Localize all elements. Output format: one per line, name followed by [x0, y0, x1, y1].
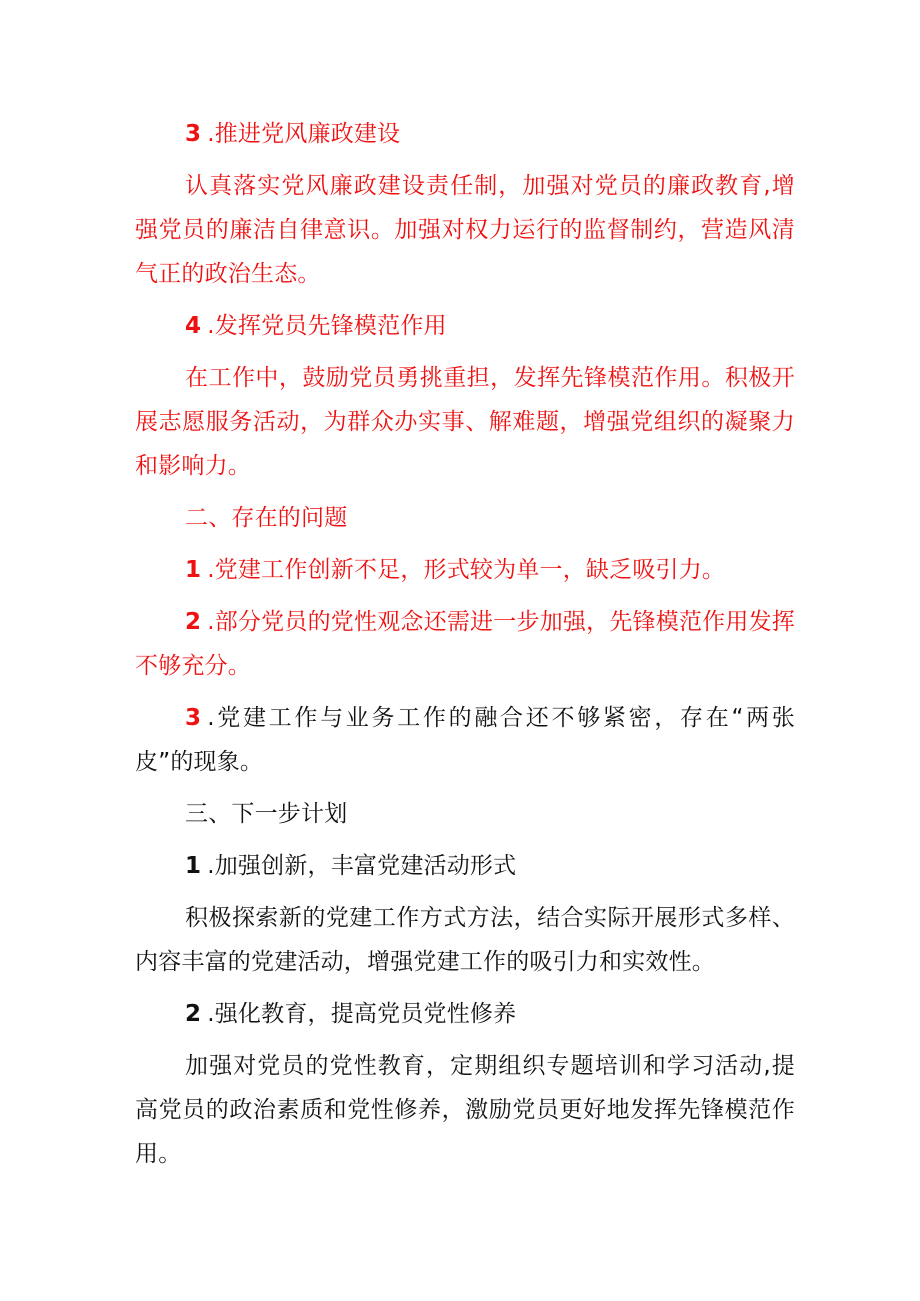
- document-body: [135, 112, 795, 1176]
- subheading-4-vanguard: [135, 304, 795, 348]
- problem-text: .党建工作创新不足，形式较为单一，缺乏吸引力。: [207, 557, 726, 583]
- heading-next-steps: 三、下一步计划: [185, 801, 348, 827]
- problem-text: .党建工作与业务工作的融合还不够紧密，存在“两张皮”的现象。: [135, 705, 795, 775]
- plan-item-1: [135, 844, 795, 888]
- item-number: 3: [185, 121, 202, 147]
- subheading-text: .发挥党员先锋模范作用: [207, 313, 447, 339]
- paragraph-integrity: 认真落实党风廉政建设责任制，加强对党员的廉政教育,增强党员的廉洁自律意识。加强对权力运行的监督制约，营造风清气正的政治生态。: [135, 173, 795, 287]
- subheading-3-integrity: [135, 112, 795, 156]
- item-number: 2: [185, 609, 202, 635]
- problem-item-2: [135, 600, 795, 688]
- subheading-text: .推进党风廉政建设: [207, 121, 401, 147]
- item-number: 1: [185, 853, 202, 879]
- paragraph-education: 加强对党员的党性教育，定期组织专题培训和学习活动,提高党员的政治素质和党性修养，激励党员更好地发挥先锋模范作用。: [135, 1053, 795, 1167]
- problem-item-1: [135, 548, 795, 592]
- plan-title: .强化教育，提高党员党性修养: [207, 1001, 517, 1027]
- paragraph-vanguard: 在工作中，鼓励党员勇挑重担，发挥先锋模范作用。积极开展志愿服务活动，为群众办实事、解难题，增强党组织的凝聚力和影响力。: [135, 365, 795, 479]
- paragraph-innovation: 积极探索新的党建工作方式方法，结合实际开展形式多样、内容丰富的党建活动，增强党建工作的吸引力和实效性。: [135, 905, 795, 975]
- problem-text: .部分党员的党性观念还需进一步加强，先锋模范作用发挥不够充分。: [135, 609, 795, 679]
- plan-item-2: [135, 992, 795, 1036]
- item-number: 1: [185, 557, 202, 583]
- item-number: 3: [185, 705, 202, 731]
- item-number: 4: [185, 313, 202, 339]
- plan-title: .加强创新，丰富党建活动形式: [207, 853, 517, 879]
- item-number: 2: [185, 1001, 202, 1027]
- problem-item-3: [135, 696, 795, 784]
- heading-problems: 二、存在的问题: [185, 505, 348, 531]
